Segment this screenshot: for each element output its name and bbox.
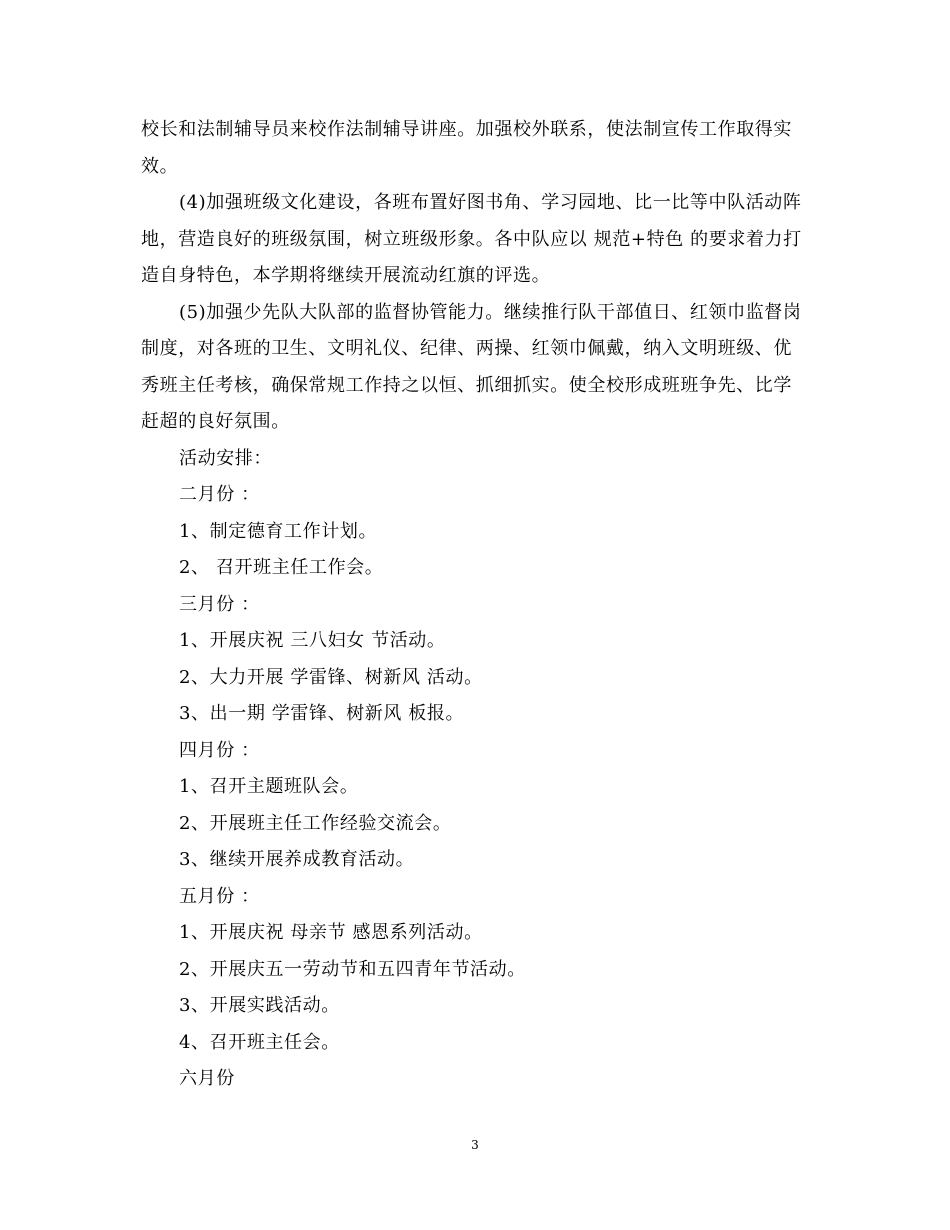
text-line: 地，营造良好的班级氛围，树立班级形象。各中队应以 规范+特色 的要求着力打 xyxy=(141,228,802,250)
text-line: 二月份 ： xyxy=(179,484,260,505)
text-line: 3、开展实践活动。 xyxy=(179,995,340,1016)
text-line: 五月份 ： xyxy=(179,885,260,907)
text-line: 造自身特色，本学期将继续开展流动红旗的评选。 xyxy=(141,265,551,286)
text-line: 六月份 xyxy=(179,1068,235,1089)
text-line: 4、召开班主任会。 xyxy=(179,1031,340,1053)
text-line: (4)加强班级文化建设，各班布置好图书角、学习园地、比一比等中队活动阵 xyxy=(179,192,802,213)
text-line: 2、 召开班主任工作会。 xyxy=(179,557,384,578)
text-line: 四月份 ： xyxy=(179,739,260,761)
text-line: 2、开展班主任工作经验交流会。 xyxy=(179,812,452,834)
text-line: 3、继续开展养成教育活动。 xyxy=(179,849,415,870)
text-line: 制度，对各班的卫生、文明礼仪、纪律、两操、红领巾佩戴，纳入文明班级、优 xyxy=(141,338,792,359)
text-line: 3、出一期 学雷锋、树新风 板报。 xyxy=(179,703,465,724)
page-number: 3 xyxy=(471,1138,479,1152)
text-line: 三月份 ： xyxy=(179,593,260,615)
text-line: 秀班主任考核，确保常规工作持之以恒、抓细抓实。使全校形成班班争先、比学 xyxy=(141,374,792,396)
text-line: 活动安排： xyxy=(179,447,272,469)
text-line: 2、大力开展 学雷锋、树新风 活动。 xyxy=(179,666,483,688)
text-line: 1、制定德育工作计划。 xyxy=(179,520,378,542)
text-line: 1、开展庆祝 三八妇女 节活动。 xyxy=(179,630,446,651)
text-line: 效。 xyxy=(141,155,179,177)
text-line: 校长和法制辅导员来校作法制辅导讲座。加强校外联系，使法制宣传工作取得实 xyxy=(141,119,792,140)
text-line: 1、召开主题班队会。 xyxy=(179,776,359,797)
text-line: 2、开展庆五一劳动节和五四青年节活动。 xyxy=(179,958,526,980)
text-line: 1、开展庆祝 母亲节 感恩系列活动。 xyxy=(179,922,483,943)
text-line: 赶超的良好氛围。 xyxy=(141,411,290,432)
document-body xyxy=(141,112,809,1098)
text-line: (5)加强少先队大队部的监督协管能力。继续推行队干部值日、红领巾监督岗 xyxy=(179,301,802,323)
